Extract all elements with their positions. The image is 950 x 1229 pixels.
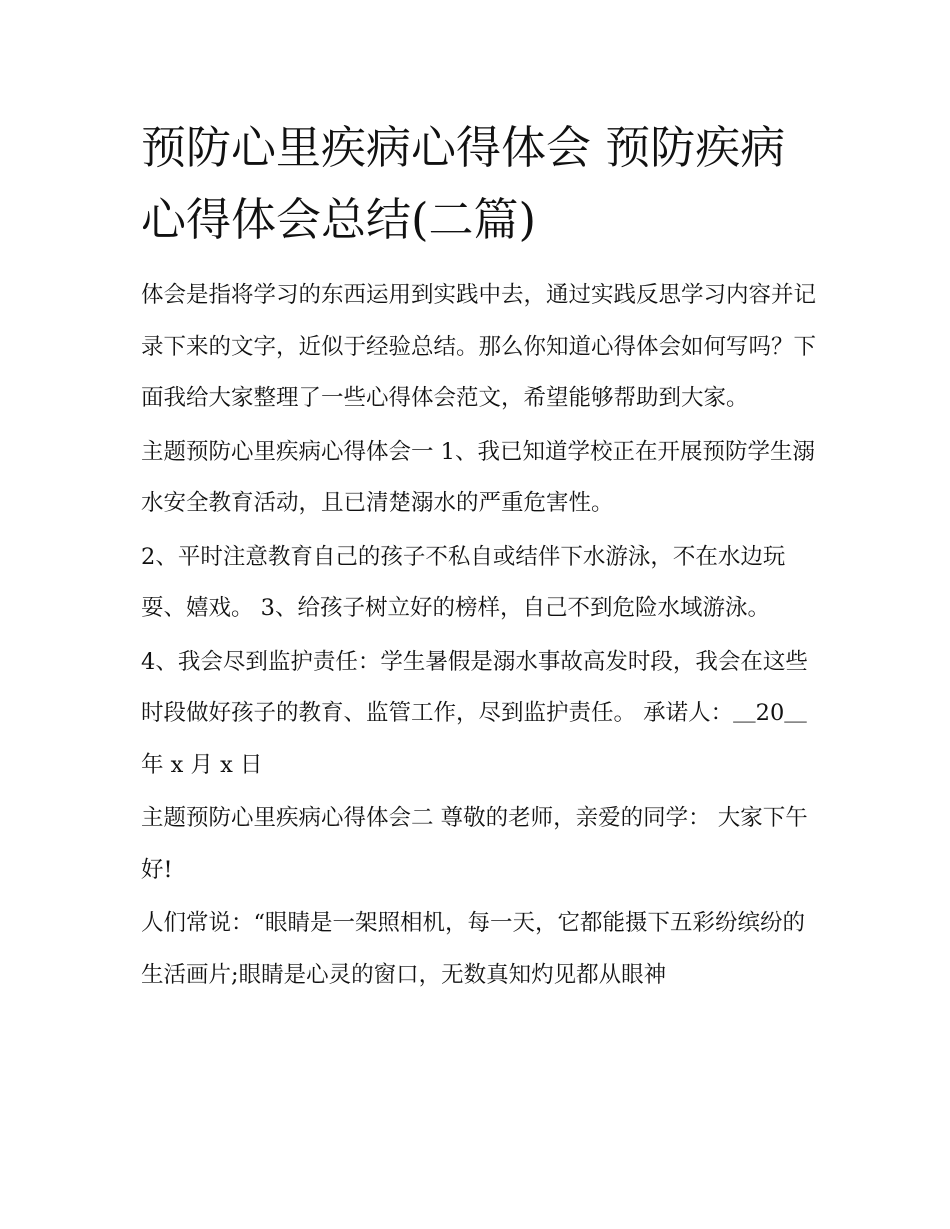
paragraph-item-four: 4、我会尽到监护责任：学生暑假是溺水事故高发时段，我会在这些时段做好孩子的教育、监管工作，尽到监护责任。 承诺人：＿20＿年 x 月 x 日: [141, 648, 808, 778]
paragraph-intro: 体会是指将学习的东西运用到实践中去，通过实践反思学习内容并记录下来的文字，近似于经验总结。那么你知道心得体会如何写吗？下面我给大家整理了一些心得体会范文，希望能够帮助到大家。: [141, 282, 817, 411]
paragraph-topic-one: 主题预防心里疾病心得体会一 1、我已知道学校正在开展预防学生溺水安全教育活动，且已清楚溺水的严重危害性。: [141, 438, 815, 516]
document-content: [141, 112, 816, 1003]
paragraph-eyes-quote: 人们常说：“眼睛是一架照相机，每一天，它都能摄下五彩纷缤纷的生活画片;眼睛是心灵的窗口，无数真知灼见都从眼神: [141, 910, 806, 988]
document-body: [141, 270, 816, 1001]
document-title: 预防心里疾病心得体会 预防疾病心得体会总结(二篇): [141, 121, 786, 246]
paragraph-item-two-three: 2、平时注意教育自己的孩子不私自或结伴下水游泳，不在水边玩耍、嬉戏。 3、给孩子树立好的榜样，自己不到危险水域游泳。: [141, 543, 786, 621]
paragraph-topic-two: 主题预防心里疾病心得体会二 尊敬的老师，亲爱的同学： 大家下午好!: [141, 805, 808, 883]
